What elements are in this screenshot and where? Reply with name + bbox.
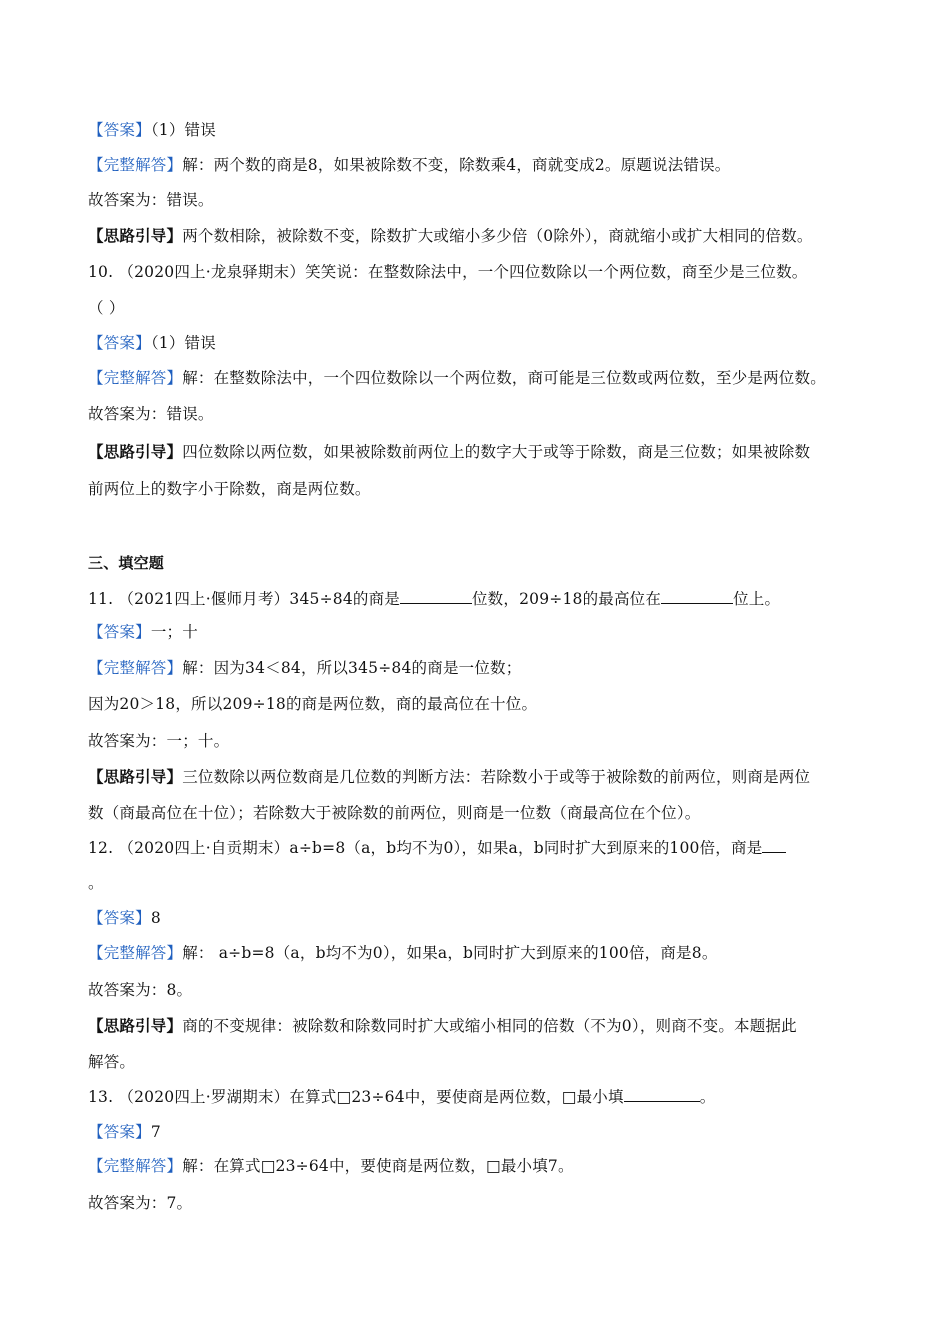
q9-hint: 两个数相除，被除数不变，除数扩大或缩小多少倍（0除外），商就缩小或扩大相同的倍数。 [182, 227, 813, 245]
q13-blank [624, 1087, 700, 1102]
answer-tag: 【答案】 [88, 1123, 151, 1141]
q10-hint-2: 前两位上的数字小于除数，商是两位数。 [88, 480, 371, 498]
q11-solution-1: 解：因为34＜84，所以345÷84的商是一位数； [182, 659, 522, 677]
q11-final: 故答案为：一；十。 [88, 732, 230, 750]
q9-solution-line [88, 155, 731, 175]
q10-solution: 解：在整数除法中，一个四位数除以一个两位数，商可能是三位数或两位数，至少是两位数。 [182, 369, 826, 387]
q10-answer: （1）错误 [150, 334, 216, 352]
hint-tag: 【思路引导】 [88, 442, 183, 461]
hint-tag: 【思路引导】 [88, 226, 183, 245]
q11-solution-line [88, 658, 521, 678]
q13-number: 13. [88, 1088, 114, 1106]
q11-solution-2: 因为20＞18，所以209÷18的商是两位数，商的最高位在十位。 [88, 695, 538, 713]
q13-solution: 解：在算式□23÷64中，要使商是两位数，□最小填7。 [182, 1157, 574, 1175]
q11-answer-line [88, 622, 198, 642]
q11-stem-c: 位上。 [733, 590, 781, 608]
q10-stem-line [88, 262, 807, 282]
hint-tag: 【思路引导】 [88, 767, 183, 786]
q13-answer-line [88, 1122, 161, 1142]
q9-hint-line [88, 226, 813, 246]
q11-stem-b: 位数，209÷18的最高位在 [471, 590, 662, 608]
q12-stem-end: 。 [88, 874, 104, 892]
q10-hint-1: 四位数除以两位数，如果被除数前两位上的数字大于或等于除数，商是三位数；如果被除数 [182, 443, 811, 461]
q11-stem-a: （2021四上·偃师月考）345÷84的商是 [118, 590, 400, 608]
q12-final: 故答案为：8。 [88, 981, 193, 999]
solution-tag: 【完整解答】 [88, 1157, 183, 1175]
q12-hint-line [88, 1016, 797, 1036]
q11-blank-2 [661, 589, 733, 604]
section-title: 三、填空题 [88, 554, 165, 572]
q11-answer: 一；十 [150, 623, 198, 641]
q10-number: 10. [88, 263, 114, 281]
q10-paren: （ ） [88, 299, 125, 317]
q12-hint-1: 商的不变规律：被除数和除数同时扩大或缩小相同的倍数（不为0），则商不变。本题据此 [182, 1017, 797, 1035]
q12-number: 12. [88, 839, 114, 857]
q13-stem-b: 。 [699, 1088, 716, 1106]
q13-final: 故答案为：7。 [88, 1194, 193, 1212]
q10-hint-line [88, 442, 810, 462]
q11-hint-line [88, 767, 810, 787]
q11-hint-2: 数（商最高位在十位）；若除数大于被除数的前两位，则商是一位数（商最高位在个位）。 [88, 804, 701, 822]
q12-answer-line [88, 908, 161, 928]
q12-blank [762, 838, 786, 853]
answer-tag: 【答案】 [88, 623, 151, 641]
q9-answer-line [88, 120, 216, 140]
solution-tag: 【完整解答】 [88, 944, 183, 962]
q10-solution-line [88, 368, 826, 388]
q12-solution: 解： a÷b=8（a，b均不为0），如果a，b同时扩大到原来的100倍，商是8。 [182, 944, 718, 962]
q13-answer: 7 [150, 1123, 161, 1141]
answer-tag: 【答案】 [88, 121, 151, 139]
q11-stem-line [88, 589, 780, 609]
solution-tag: 【完整解答】 [88, 156, 183, 174]
hint-tag: 【思路引导】 [88, 1016, 183, 1035]
q13-stem-line [88, 1087, 715, 1107]
answer-tag: 【答案】 [88, 909, 151, 927]
q9-answer: （1）错误 [150, 121, 216, 139]
solution-tag: 【完整解答】 [88, 369, 183, 387]
q12-hint-2: 解答。 [88, 1053, 136, 1071]
q10-answer-line [88, 333, 216, 353]
q12-answer: 8 [150, 909, 161, 927]
q10-stem: （2020四上·龙泉驿期末）笑笑说：在整数除法中，一个四位数除以一个两位数，商至少是三位数。 [118, 263, 808, 281]
answer-tag: 【答案】 [88, 334, 151, 352]
q12-solution-line [88, 943, 718, 963]
q10-final: 故答案为：错误。 [88, 405, 214, 423]
q12-stem: （2020四上·自贡期末）a÷b=8（a，b均不为0），如果a，b同时扩大到原来的100倍，商是 [118, 839, 763, 857]
q13-solution-line [88, 1156, 574, 1176]
q13-stem-a: （2020四上·罗湖期末）在算式□23÷64中，要使商是两位数，□最小填 [118, 1088, 624, 1106]
solution-tag: 【完整解答】 [88, 659, 183, 677]
q11-hint-1: 三位数除以两位数商是几位数的判断方法：若除数小于或等于被除数的前两位，则商是两位 [182, 768, 811, 786]
q9-final: 故答案为：错误。 [88, 191, 214, 209]
q9-solution: 解：两个数的商是8，如果被除数不变，除数乘4，商就变成2。原题说法错误。 [182, 156, 731, 174]
q11-number: 11. [88, 590, 114, 608]
q12-stem-line [88, 838, 786, 858]
q11-blank-1 [400, 589, 472, 604]
